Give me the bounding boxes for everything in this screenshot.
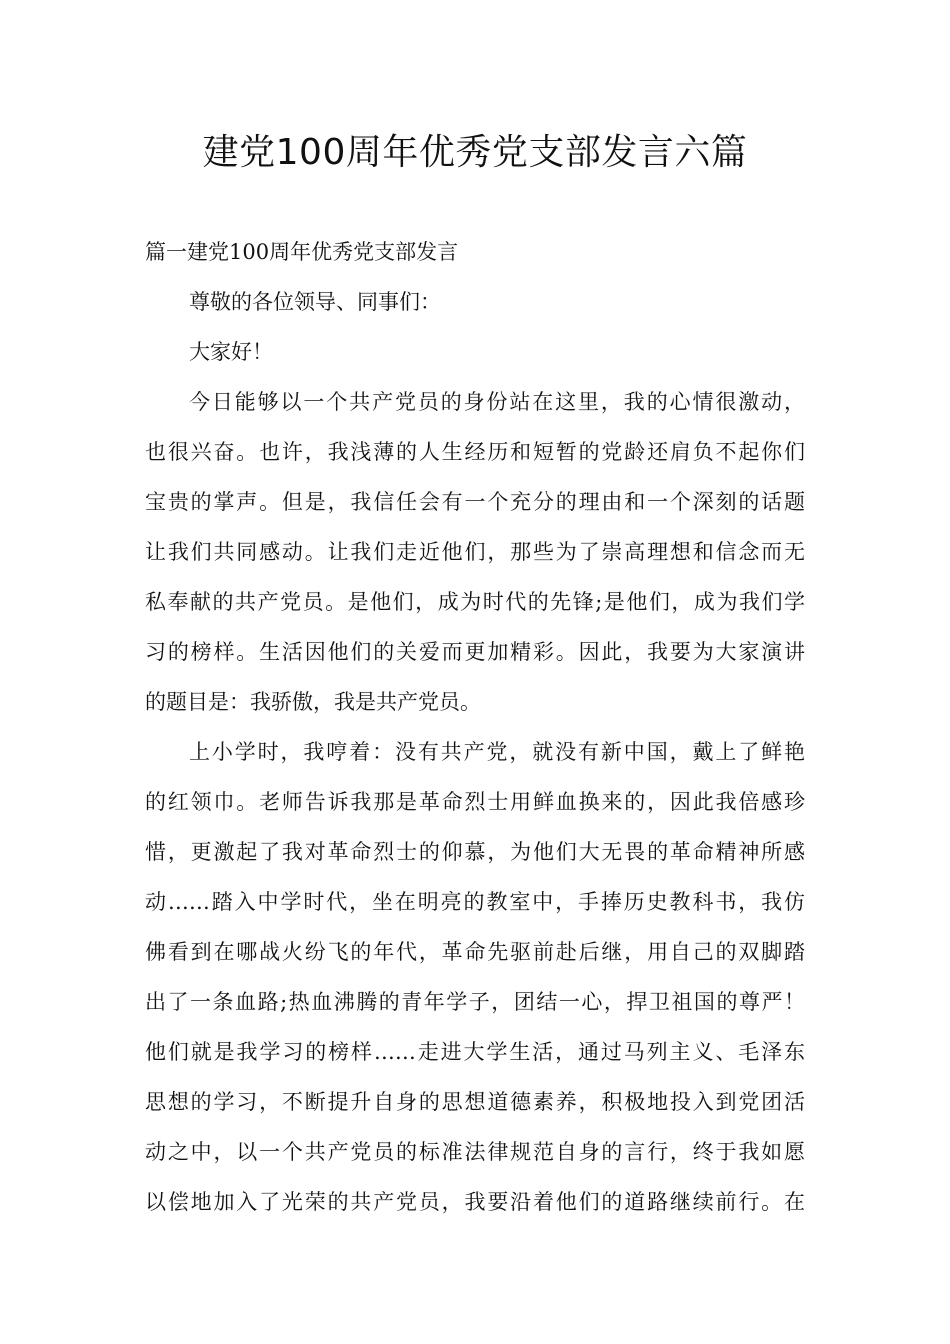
paragraph1-line: 宝贵的掌声。但是，我信任会有一个充分的理由和一个深刻的话题 (145, 490, 805, 514)
paragraph1-line: 今日能够以一个共产党员的身份站在这里，我的心情很激动， (189, 390, 805, 414)
hello-line: 大家好！ (189, 340, 273, 364)
paragraph2-line: 佛看到在哪战火纷飞的年代，革命先驱前赴后继，用自己的双脚踏 (145, 940, 805, 964)
section-heading: 篇一建党100周年优秀党支部发言 (145, 240, 459, 264)
document-title: 建党100周年优秀党支部发言六篇 (202, 132, 748, 173)
greeting-line: 尊敬的各位领导、同事们： (189, 290, 441, 314)
paragraph1-line: 让我们共同感动。让我们走近他们，那些为了崇高理想和信念而无 (145, 540, 805, 564)
paragraph2-line: 的红领巾。老师告诉我那是革命烈士用鲜血换来的，因此我倍感珍 (145, 790, 805, 814)
paragraph1-line: 也很兴奋。也许，我浅薄的人生经历和短暂的党龄还肩负不起你们 (145, 440, 805, 464)
paragraph2-line: 惜，更激起了我对革命烈士的仰慕，为他们大无畏的革命精神所感 (145, 840, 805, 864)
paragraph2-line: 思想的学习，不断提升自身的思想道德素养，积极地投入到党团活 (145, 1090, 805, 1114)
paragraph1-line: 习的榜样。生活因他们的关爱而更加精彩。因此，我要为大家演讲 (145, 640, 805, 664)
paragraph1-line: 私奉献的共产党员。是他们，成为时代的先锋;是他们，成为我们学 (145, 590, 805, 614)
paragraph2-line: 他们就是我学习的榜样……走进大学生活，通过马列主义、毛泽东 (145, 1040, 805, 1064)
paragraph2-line: 动……踏入中学时代，坐在明亮的教室中，手捧历史教科书，我仿 (145, 890, 805, 914)
paragraph2-line: 动之中，以一个共产党员的标准法律规范自身的言行，终于我如愿 (145, 1140, 805, 1164)
paragraph1-line: 的题目是：我骄傲，我是共产党员。 (145, 690, 481, 714)
paragraph2-line: 上小学时，我哼着：没有共产党，就没有新中国，戴上了鲜艳 (189, 740, 805, 764)
paragraph2-line: 以偿地加入了光荣的共产党员，我要沿着他们的道路继续前行。在 (145, 1190, 805, 1214)
paragraph2-line: 出了一条血路;热血沸腾的青年学子，团结一心，捍卫祖国的尊严！ (145, 990, 805, 1014)
